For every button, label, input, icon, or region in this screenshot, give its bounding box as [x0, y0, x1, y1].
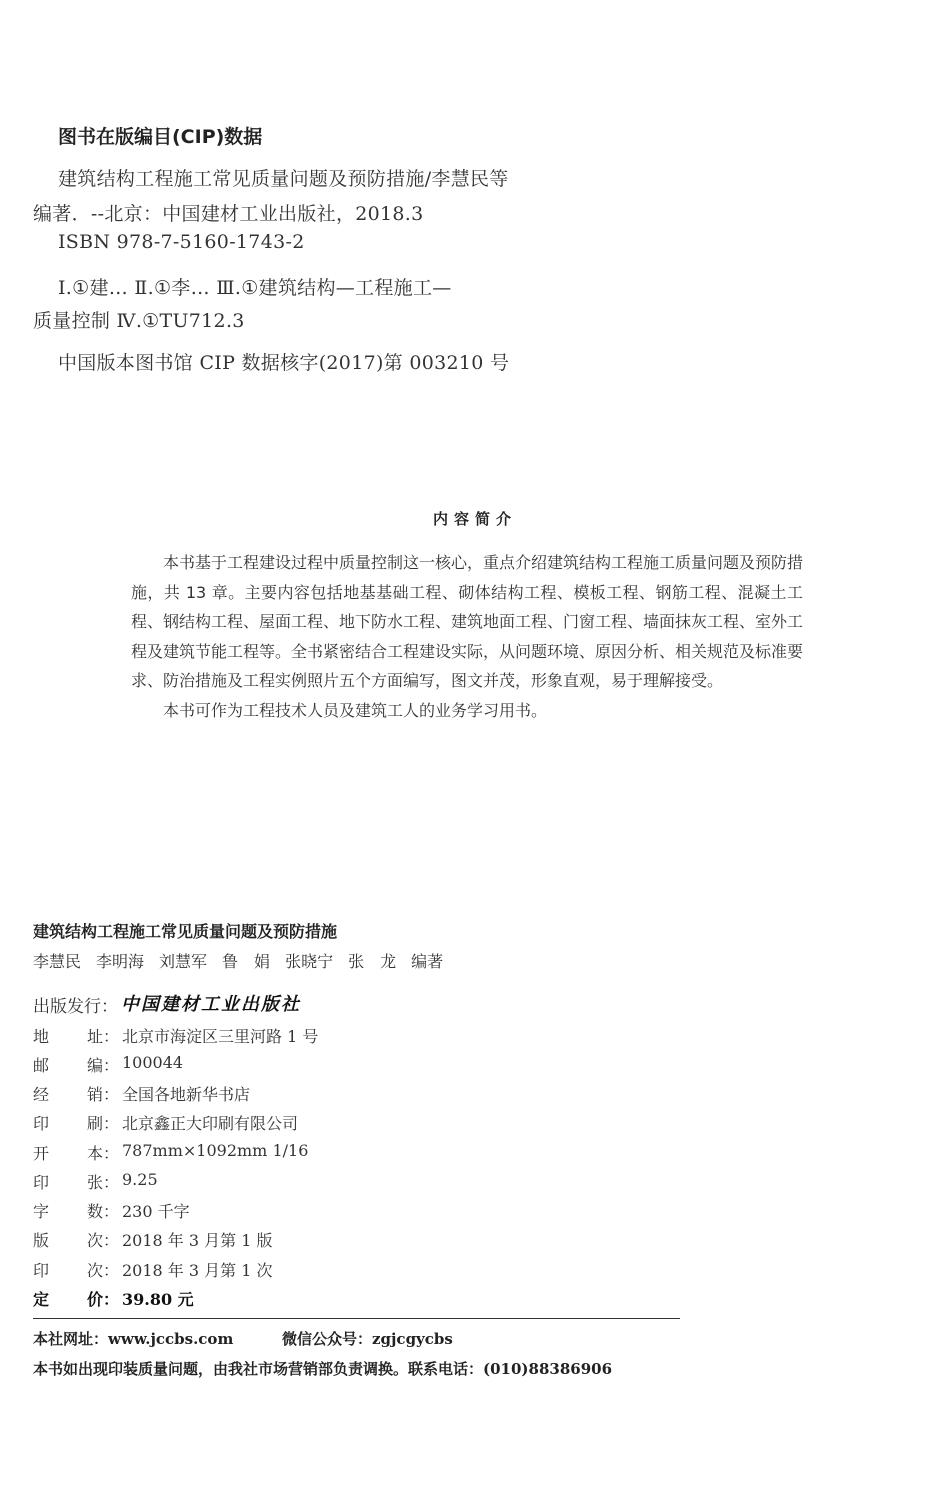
detail-key: 编：: [87, 1056, 120, 1075]
authors-line: [33, 949, 458, 972]
summary-body: [131, 548, 803, 726]
book-title: 建筑结构工程施工常见质量问题及预防措施: [33, 922, 338, 941]
price-value: 39.80 元: [122, 1290, 194, 1309]
detail-value: 全国各地新华书店: [122, 1085, 251, 1104]
detail-value: 787mm×1092mm 1/16: [122, 1141, 309, 1160]
divider: [33, 1318, 680, 1319]
publisher-label: 出版发行：: [33, 997, 118, 1017]
detail-key: 次：: [87, 1261, 120, 1280]
detail-key: 印: [33, 1114, 50, 1133]
cip-line-classification: 质量控制 Ⅳ.①TU712.3: [33, 310, 245, 332]
author-name: 张 龙: [348, 952, 397, 971]
website-text: 本社网址：www.jccbs.com: [33, 1330, 234, 1348]
cip-line-record-number: 中国版本图书馆 CIP 数据核字(2017)第 003210 号: [58, 352, 510, 374]
author-name: 刘慧军: [159, 952, 208, 971]
author-name: 张晓宁: [285, 952, 334, 971]
detail-key: 印: [33, 1173, 50, 1192]
cip-line-title: 建筑结构工程施工常见质量问题及预防措施/李慧民等: [58, 168, 509, 190]
detail-value: 2018 年 3 月第 1 版: [122, 1231, 273, 1250]
quality-notice: 本书如出现印装质量问题，由我社市场营销部负责调换。联系电话：(010)88386906: [33, 1360, 613, 1378]
detail-key: 字: [33, 1202, 50, 1221]
detail-value: 北京市海淀区三里河路 1 号: [122, 1027, 319, 1046]
detail-value: 北京鑫正大印刷有限公司: [122, 1114, 299, 1133]
author-name: 李明海: [96, 952, 145, 971]
detail-key: 次：: [87, 1231, 120, 1250]
detail-key: 经: [33, 1085, 50, 1104]
detail-value: 100044: [122, 1053, 184, 1072]
detail-key: 地: [33, 1027, 50, 1046]
summary-title: 内容简介: [432, 510, 517, 528]
detail-value: 2018 年 3 月第 1 次: [122, 1261, 273, 1280]
cip-line-isbn: ISBN 978-7-5160-1743-2: [58, 231, 305, 253]
detail-value: 9.25: [122, 1170, 158, 1189]
detail-key: 价：: [87, 1290, 120, 1309]
detail-value: 230 千字: [122, 1202, 190, 1221]
detail-key: 定: [33, 1290, 50, 1309]
cip-line-imprint: 编著．--北京：中国建材工业出版社，2018.3: [33, 203, 424, 225]
detail-key: 邮: [33, 1056, 50, 1075]
publisher-name: 中国建材工业出版社: [121, 994, 301, 1015]
detail-key: 张：: [87, 1173, 120, 1192]
detail-key: 开: [33, 1144, 50, 1163]
detail-key: 址：: [87, 1027, 120, 1046]
detail-key: 销：: [87, 1085, 120, 1104]
detail-key: 本：: [87, 1144, 120, 1163]
wechat-text: 微信公众号：zgjcgycbs: [282, 1330, 453, 1348]
detail-key: 版: [33, 1231, 50, 1250]
author-name: 鲁 娟: [222, 952, 271, 971]
author-name: 李慧民: [33, 952, 82, 971]
detail-key: 刷：: [87, 1114, 120, 1133]
cip-line-subjects: Ⅰ.①建… Ⅱ.①李… Ⅲ.①建筑结构—工程施工—: [58, 277, 452, 299]
summary-paragraph: 本书基于工程建设过程中质量控制这一核心，重点介绍建筑结构工程施工质量问题及预防措施，共 13 章。主要内容包括地基基础工程、砌体结构工程、模板工程、钢筋工程、混凝土工程、钢结构工程、屋面工程、地下防水工程、建筑地面工程、门窗工程、墙面抹灰工程、室外工程及建筑节能工程等。全书紧密结合工程建设实际，从问题环境、原因分析、相关规范及标准要求、防治措施及工程实例照片五个方面编写，图文并茂，形象直观，易于理解接受。: [131, 553, 804, 691]
detail-key: 数：: [87, 1202, 120, 1221]
summary-paragraph: 本书可作为工程技术人员及建筑工人的业务学习用书。: [163, 700, 548, 720]
authorship-role: 编著: [411, 952, 444, 971]
cip-heading: 图书在版编目(CIP)数据: [58, 126, 263, 148]
detail-key: 印: [33, 1261, 50, 1280]
